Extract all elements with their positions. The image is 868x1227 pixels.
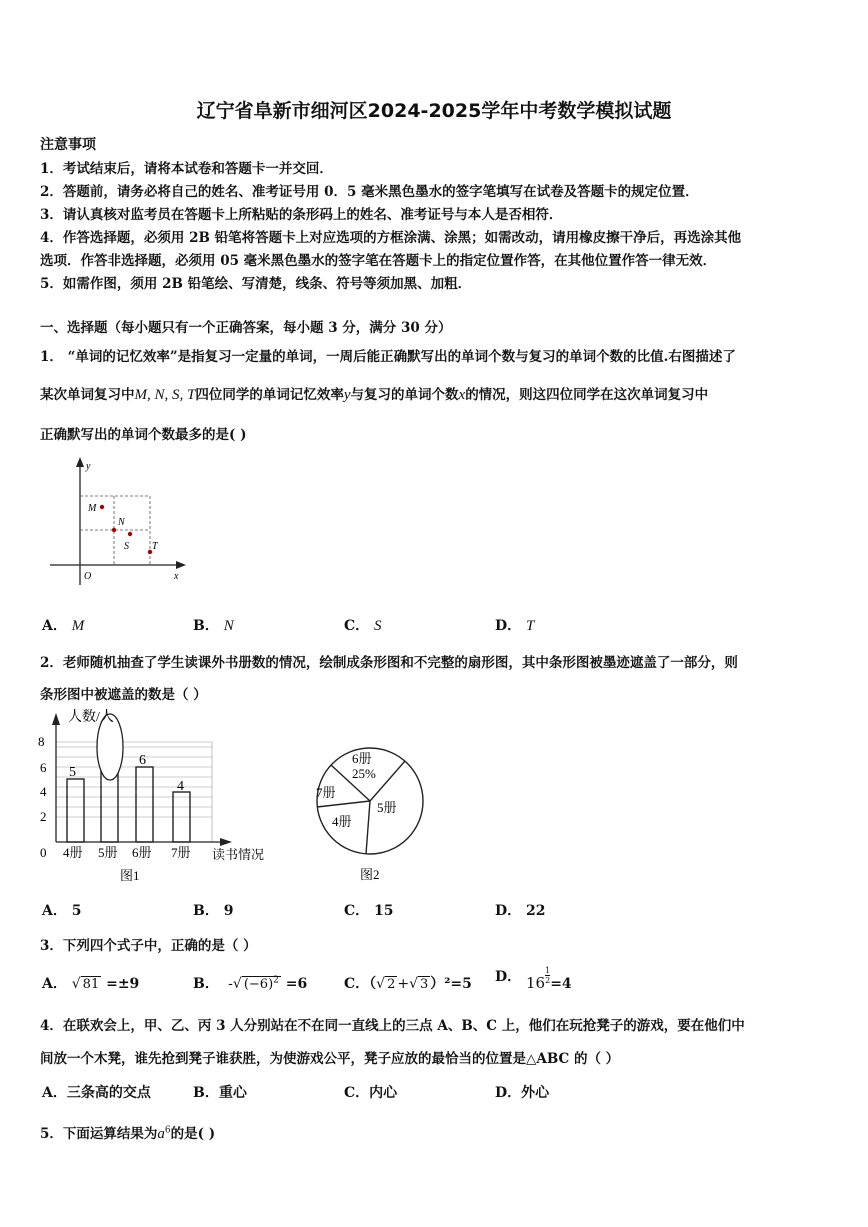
- note-2: 2．答题前，请务必将自己的姓名、准考证号用 0．5 毫米黑色墨水的签字笔填写在试卷及答题卡的规定位置．: [40, 184, 699, 200]
- q3-option-d[interactable]: D． $16\frac{1}{2}=4$: [495, 966, 572, 992]
- q1-stem-line2: [40, 383, 708, 404]
- q1-var-x: x: [458, 387, 466, 403]
- q2-bar-value-4: 5: [69, 765, 76, 780]
- q2-pie-label-5: 5册: [377, 800, 397, 815]
- q1-text-c: 与复习的单词个数: [350, 387, 459, 403]
- q2-ytick-6: 6: [40, 760, 47, 775]
- q1-point-m: [100, 505, 104, 509]
- q4-option-d[interactable]: D．外心: [495, 1085, 550, 1101]
- q2-bar-caption: 图1: [120, 868, 140, 883]
- q2-bar-chart: [36, 705, 282, 887]
- q2-bar-4: [67, 779, 84, 842]
- q2-pie-label-7: 7册: [316, 785, 336, 800]
- q1-stem-line1: 1． “单词的记忆效率”是指复习一定量的单词，一周后能正确默写出的单词个数与复习的单词个数的比值.右图描述了: [40, 349, 736, 365]
- q1-label-t: T: [152, 541, 158, 552]
- q1-label-m: M: [88, 503, 97, 514]
- q2-stem-line1: 2．老师随机抽查了学生读课外书册数的情况，绘制成条形图和不完整的扇形图，其中条形图被墨迹遮盖了一部分，则: [40, 655, 738, 671]
- q2-xtick-7: 7册: [171, 845, 191, 860]
- q1-efficiency-graph: [40, 455, 200, 595]
- q2-ytick-2: 2: [40, 809, 47, 824]
- q1-option-d[interactable]: D． T: [495, 618, 535, 634]
- q2-pie-label-pct: 25%: [352, 766, 376, 781]
- q1-point-s: [128, 532, 132, 536]
- q5-stem: [40, 1122, 215, 1143]
- note-4: 4．作答选择题，必须用 2B 铅笔将答题卡上对应选项的方框涂满、涂黑；如需改动，请用橡皮擦干净后，再选涂其他: [40, 230, 742, 246]
- q2-pie-caption: 图2: [360, 867, 380, 882]
- q5-var: a: [157, 1126, 165, 1142]
- q1-y-arrow: [76, 457, 84, 467]
- q1-x-arrow: [176, 561, 186, 569]
- q1-var-y: y: [343, 387, 351, 403]
- q5-exp: 6: [164, 1125, 171, 1136]
- note-3: 3．请认真核对监考员在答题卡上所粘贴的条形码上的姓名、准考证号与本人是否相符．: [40, 207, 563, 223]
- q2-ytick-0: 0: [40, 845, 47, 860]
- q5-text-a: 5．下面运算结果为: [40, 1126, 158, 1142]
- q2-bar-ylabel: 人数/人: [68, 710, 114, 725]
- q4-stem-line2: 间放一个木凳，谁先抢到凳子谁获胜，为使游戏公平，凳子应放的最恰当的位置是△ABC 的（ ）: [40, 1051, 620, 1067]
- q2-stem-line2: 条形图中被遮盖的数是（ ）: [40, 687, 207, 703]
- notes-heading: 注意事项: [40, 137, 96, 153]
- q2-ytick-4: 4: [40, 784, 47, 799]
- note-1: 1．考试结束后，请将本试卷和答题卡一并交回．: [40, 161, 333, 177]
- q1-label-o: O: [84, 571, 92, 582]
- q4-option-c[interactable]: C．内心: [344, 1085, 398, 1101]
- page-title: 辽宁省阜新市细河区2024-2025学年中考数学模拟试题: [196, 100, 672, 122]
- q2-pie-label-6: 6册: [352, 751, 372, 766]
- q2-bar-value-6: 6: [139, 753, 146, 768]
- q1-label-y: y: [86, 461, 91, 472]
- q1-label-n: N: [118, 517, 125, 528]
- q2-bar-x-arrow: [220, 838, 232, 846]
- q2-pie-chart: [300, 744, 440, 884]
- q2-bar-y-arrow: [52, 713, 60, 725]
- q2-bar-6: [136, 767, 153, 842]
- q1-option-c[interactable]: C． S: [344, 618, 382, 634]
- q1-option-a[interactable]: A． M: [42, 618, 85, 634]
- q2-xtick-6: 6册: [132, 845, 152, 860]
- q1-vars: M, N, S, T: [134, 387, 196, 403]
- q1-label-s: S: [124, 541, 129, 552]
- q1-text-b: 四位同学的单词记忆效率: [195, 387, 344, 403]
- q2-bar-value-7: 4: [177, 779, 184, 794]
- q4-stem-line1: 4．在联欢会上，甲、乙、丙 3 人分别站在不在同一直线上的三点 A、B、C 上，他们在玩抢凳子的游戏，要在他们中: [40, 1018, 745, 1034]
- q2-option-d[interactable]: D． 22: [495, 903, 546, 919]
- q3-stem: 3．下列四个式子中，正确的是（ ）: [40, 938, 257, 954]
- q2-pie-label-4: 4册: [332, 814, 352, 829]
- q2-option-a[interactable]: A． 5: [42, 903, 82, 919]
- q2-xtick-4: 4册: [63, 845, 83, 860]
- section-heading: 一、选择题（每小题只有一个正确答案，每小题 3 分，满分 30 分）: [40, 320, 452, 336]
- q1-stem-line3: 正确默写出的单词个数最多的是( ): [40, 427, 247, 443]
- q2-option-c[interactable]: C． 15: [344, 903, 394, 919]
- q2-option-b[interactable]: B． 9: [193, 903, 234, 919]
- q2-xtick-5: 5册: [98, 845, 118, 860]
- q3-option-a[interactable]: A． √ 81 =±9: [42, 976, 140, 992]
- q1-label-x: x: [174, 571, 179, 582]
- q2-bar-xlabel: 读书情况: [212, 847, 265, 862]
- q3-option-c[interactable]: C．（√ 2 +√ 3 ）²=5: [344, 976, 472, 992]
- q1-point-n: [112, 528, 116, 532]
- q4-option-a[interactable]: A．三条高的交点: [42, 1085, 151, 1101]
- note-5: 5．如需作图，须用 2B 铅笔绘、写清楚，线条、符号等须加黑、加粗．: [40, 276, 472, 292]
- q1-text-a: 某次单词复习中: [40, 387, 135, 403]
- q5-text-b: 的是( ): [170, 1126, 216, 1142]
- q4-option-b[interactable]: B．重心: [193, 1085, 247, 1101]
- note-4-cont: 选项．作答非选择题，必须用 05 毫米黑色墨水的签字笔在答题卡上的指定位置作答，在其他位置作答一律无效．: [40, 253, 717, 269]
- q2-ytick-8: 8: [38, 734, 45, 749]
- q1-option-b[interactable]: B． N: [193, 618, 234, 634]
- q1-text-d: 的情况，则这四位同学在这次单词复习中: [465, 387, 709, 403]
- q3-option-b[interactable]: B． -√ $(-6)^2 =6$: [193, 975, 308, 992]
